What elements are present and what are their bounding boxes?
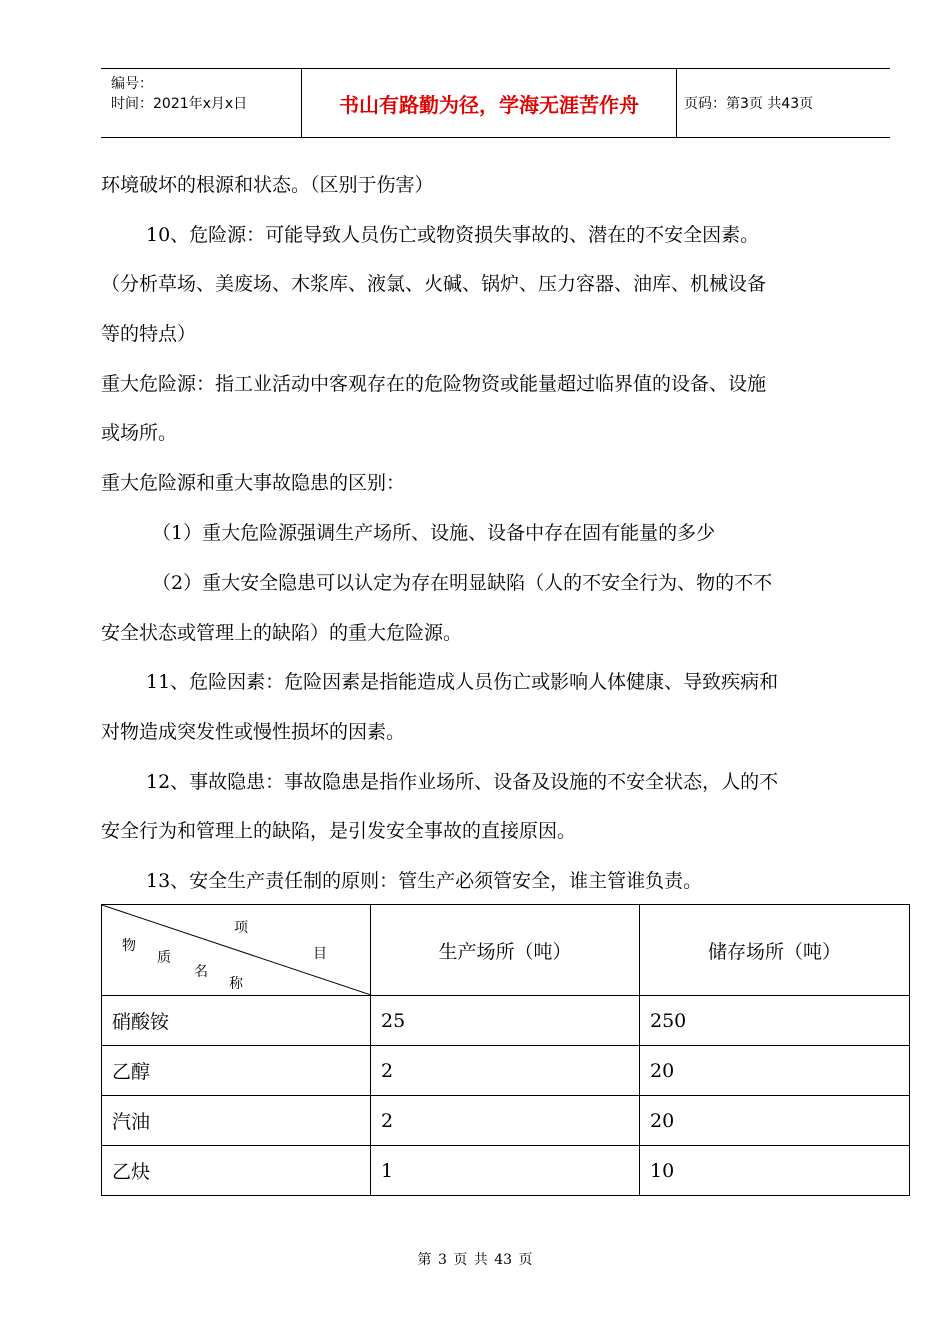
header-meta: [101, 69, 301, 137]
production-amount: 2: [371, 1096, 640, 1146]
storage-amount: 20: [640, 1096, 910, 1146]
hazard-threshold-table: [101, 904, 910, 1196]
storage-amount: 10: [640, 1146, 910, 1196]
header-time-label: 时间：2021年x月x日: [111, 96, 248, 112]
production-amount: 1: [371, 1146, 640, 1196]
header-number-label: 编号：: [111, 76, 153, 92]
substance-name: 乙醇: [102, 1046, 371, 1096]
paragraph-line: 对物造成突发性或慢性损坏的因素。: [101, 721, 406, 743]
header-divider: [676, 69, 677, 137]
paragraph-line: 11、危险因素：危险因素是指能造成人员伤亡或影响人体健康、导致疾病和: [146, 671, 779, 693]
paragraph-line: 10、危险源：可能导致人员伤亡或物资损失事故的、潜在的不安全因素。: [146, 224, 760, 246]
footer-text: 共: [473, 1252, 488, 1268]
diag-char: 称: [229, 976, 243, 992]
column-header-production: 生产场所（吨）: [371, 905, 640, 996]
paragraph-line: （2）重大安全隐患可以认定为存在明显缺陷（人的不安全行为、物的不不: [152, 572, 773, 594]
diag-char: 项: [234, 920, 248, 936]
paragraph-line: 重大危险源和重大事故隐患的区别：: [101, 472, 406, 494]
paragraph-line: 安全行为和管理上的缺陷，是引发安全事故的直接原因。: [101, 820, 577, 842]
substance-name: 硝酸铵: [102, 996, 371, 1046]
storage-amount: 250: [640, 996, 910, 1046]
storage-amount: 20: [640, 1046, 910, 1096]
diagonal-header-cell: [102, 905, 371, 996]
paragraph-line: 重大危险源：指工业活动中客观存在的危险物资或能量超过临界值的设备、设施: [101, 373, 767, 395]
paragraph-line: 13、安全生产责任制的原则：管生产必须管安全，谁主管谁负责。: [146, 870, 703, 892]
header-page-label: 页码：第3页 共43页: [684, 96, 814, 112]
substance-name: 乙炔: [102, 1146, 371, 1196]
paragraph-line: （1）重大危险源强调生产场所、设施、设备中存在固有能量的多少: [152, 522, 716, 544]
paragraph-line: 等的特点）: [101, 323, 197, 345]
production-amount: 2: [371, 1046, 640, 1096]
paragraph-line: 安全状态或管理上的缺陷）的重大危险源。: [101, 622, 463, 644]
footer-total-pages: 43: [494, 1252, 513, 1268]
diag-char: 名: [194, 964, 208, 980]
table-row: [102, 996, 910, 1046]
document-header: [101, 68, 890, 138]
table-row: [102, 1096, 910, 1146]
diag-char: 物: [122, 938, 136, 954]
production-amount: 25: [371, 996, 640, 1046]
table-row: [102, 1146, 910, 1196]
footer-text: 页: [453, 1252, 468, 1268]
diag-char: 质: [157, 950, 171, 966]
footer-page-number: 3: [437, 1252, 447, 1268]
footer-text: 页: [518, 1252, 533, 1268]
paragraph-line: 或场所。: [101, 422, 178, 444]
header-motto: 书山有路勤为径，学海无涯苦作舟: [339, 92, 639, 117]
paragraph-line: （分析草场、美废场、木浆库、液氯、火碱、锅炉、压力容器、油库、机械设备: [101, 273, 767, 295]
table-row: [102, 1046, 910, 1096]
paragraph-line: 环境破坏的根源和状态。（区别于伤害）: [101, 174, 434, 196]
column-header-storage: 储存场所（吨）: [640, 905, 910, 996]
paragraph-line: 12、事故隐患：事故隐患是指作业场所、设备及设施的不安全状态，人的不: [146, 771, 779, 793]
page-footer: [0, 1249, 950, 1269]
substance-name: 汽油: [102, 1096, 371, 1146]
diag-char: 目: [313, 946, 327, 962]
table-header-row: [102, 905, 910, 996]
footer-text: 第: [417, 1252, 432, 1268]
